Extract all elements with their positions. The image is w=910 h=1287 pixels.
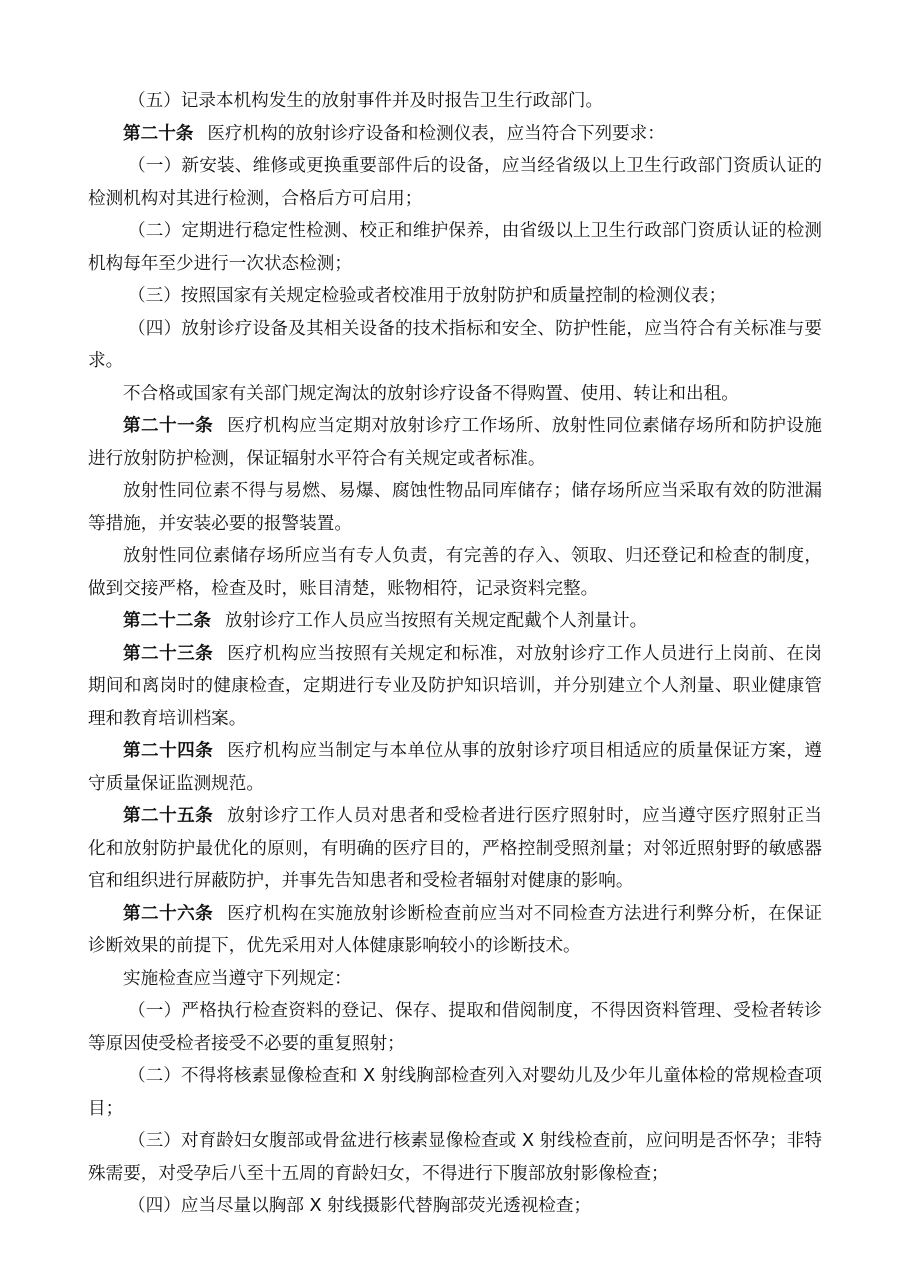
article-paragraph [88,605,822,638]
paragraph-text: （一）严格执行检查资料的登记、保存、提取和借阅制度，不得因资料管理、受检者转诊等原因使受检者接受不必要的重复照射； [88,1001,822,1054]
body-paragraph [88,378,822,411]
article-number: 第二十四条 [123,741,214,761]
article-number: 第二十三条 [123,643,214,664]
paragraph-text: 实施检查应当遵守下列规定： [123,968,352,989]
paragraph-text: （三）按照国家有关规定检验或者校准用于放射防护和质量控制的检测仪表； [128,286,727,306]
paragraph-text: （一）新安装、维修或更换重要部件后的设备，应当经省级以上卫生行政部门资质认证的检测机构对其进行检测，合格后方可启用； [88,156,822,209]
paragraph-text: 医疗机构的放射诊疗设备和检测仪表，应当符合下列要求： [207,123,665,144]
list-item-paragraph [88,280,822,313]
list-item-paragraph [88,1125,822,1190]
paragraph-text: 放射诊疗工作人员对患者和受检者进行医疗照射时，应当遵守医疗照射正当化和放射防护最优化的原则，有明确的医疗目的，严格控制受照剂量；对邻近照射野的敏感器官和组织进行屏蔽防护，并事先告知患者和受检者辐射对健康的影响。 [88,806,822,891]
list-item-paragraph [88,215,822,280]
list-item-paragraph [88,150,822,215]
document-body [88,85,822,1223]
paragraph-text: （四）应当尽量以胸部 X 射线摄影代替胸部荧光透视检查； [128,1196,592,1216]
paragraph-text: 医疗机构应当按照有关规定和标准，对放射诊疗工作人员进行上岗前、在岗期间和离岗时的健康检查，定期进行专业及防护知识培训，并分别建立个人剂量、职业健康管理和教育培训档案。 [88,643,822,729]
article-paragraph [88,735,822,800]
paragraph-text: （三）对育龄妇女腹部或骨盆进行核素显像检查或 X 射线检查前，应问明是否怀孕；非特殊需要，对受孕后八至十五周的育龄妇女，不得进行下腹部放射影像检查； [88,1131,822,1184]
paragraph-text: 放射性同位素不得与易燃、易爆、腐蚀性物品同库储存；储存场所应当采取有效的防泄漏等措施，并安装必要的报警装置。 [88,481,822,534]
paragraph-text: 不合格或国家有关部门规定淘汰的放射诊疗设备不得购置、使用、转让和出租。 [123,383,739,404]
article-paragraph [88,800,822,898]
paragraph-text: 医疗机构应当制定与本单位从事的放射诊疗项目相适应的质量保证方案，遵守质量保证监测规范。 [88,741,822,794]
paragraph-text: 医疗机构在实施放射诊断检查前应当对不同检查方法进行利弊分析，在保证诊断效果的前提下，优先采用对人体健康影响较小的诊断技术。 [88,903,822,956]
body-paragraph [88,540,822,605]
article-number: 第二十一条 [123,416,214,436]
body-paragraph [88,963,822,996]
body-paragraph [88,475,822,540]
list-item-paragraph [88,85,822,118]
article-number: 第二十条 [123,123,194,144]
paragraph-text: （二）不得将核素显像检查和 X 射线胸部检查列入对婴幼儿及少年儿童体检的常规检查项目； [88,1066,822,1119]
paragraph-text: （四）放射诊疗设备及其相关设备的技术指标和安全、防护性能，应当符合有关标准与要求。 [88,318,822,371]
article-paragraph [88,118,822,151]
paragraph-text: 放射性同位素储存场所应当有专人负责，有完善的存入、领取、归还登记和检查的制度，做到交接严格，检查及时，账目清楚，账物相符，记录资料完整。 [88,546,822,599]
list-item-paragraph [88,313,822,378]
paragraph-text: 放射诊疗工作人员应当按照有关规定配戴个人剂量计。 [224,611,648,631]
list-item-paragraph [88,1060,822,1125]
article-number: 第二十五条 [123,806,214,826]
article-paragraph [88,898,822,963]
article-paragraph [88,410,822,475]
paragraph-text: （五）记录本机构发生的放射事件并及时报告卫生行政部门。 [128,91,604,111]
article-number: 第二十六条 [123,903,214,924]
list-item-paragraph [88,995,822,1060]
article-paragraph [88,638,822,736]
paragraph-text: 医疗机构应当定期对放射诊疗工作场所、放射性同位素储存场所和防护设施进行放射防护检测，保证辐射水平符合有关规定或者标准。 [88,416,822,469]
article-number: 第二十二条 [123,611,211,631]
list-item-paragraph [88,1190,822,1223]
paragraph-text: （二）定期进行稳定性检测、校正和维护保养，由省级以上卫生行政部门资质认证的检测机构每年至少进行一次状态检测； [88,221,822,274]
